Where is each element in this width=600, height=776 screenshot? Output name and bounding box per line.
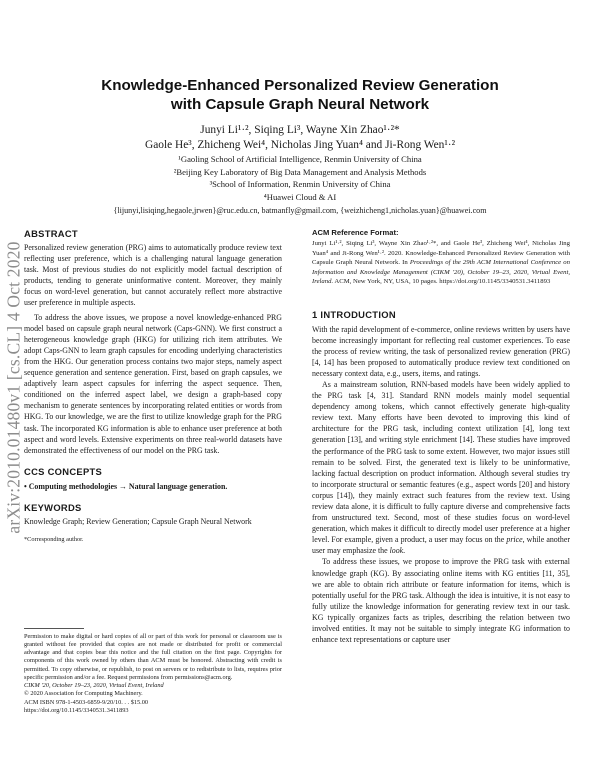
arxiv-id: arXiv:2010.01480v1 [cs.CL] 4 Oct 2020	[3, 241, 24, 534]
abstract-paragraph-2: To address the above issues, we propose a novel knowledge-enhanced PRG model based on capsule graph neural network (Caps-GNN). We first construct a heterogeneous knowledge graph (HKG) for utilizing rich item attributes. We adopt Caps-GNN to learn graph capsules for encoding underlying characteristics from the HKG. Our generation process contains two major steps, namely aspect sequence generation and sentence generation. First, based on graph capsules, we adaptively learn aspect capsules for inferring the aspect sequence. Then, conditioned on the inferred aspect label, we design a graph-based copy mechanism to generate sentences by incorporating related entities or words from HKG. To our knowledge, we are the first to utilize knowledge graph for the PRG task. The incorporated KG information is able to enhance user preference at both aspect and word levels. Extensive experiments on three real-world datasets have demonstrated the effectiveness of our model on the PRG task.	[24, 312, 282, 455]
ccs-concepts	[24, 481, 282, 492]
author-list	[60, 123, 540, 153]
ccs-bullet: • Computing methodologies → Natural language generation.	[24, 481, 228, 491]
intro-p2-emphasis-look: look	[389, 546, 404, 556]
copyright-line: © 2020 Association for Computing Machinery.	[24, 690, 143, 698]
reference-authors: Junyi Li¹·², Siqing Li³, Wayne Xin Zhao¹·²*, and Gaole He³, Zhicheng Wei⁴, Nicholas Jing Yuan⁴ and Ji-Rong Wen¹·². 2020. Knowledge-Enhanced Personalized Review Generation with Capsule Graph Neural Network. In	[312, 240, 570, 266]
affiliation-1: ¹Gaoling School of Artificial Intelligence, Renmin University of China	[178, 154, 422, 164]
doi-line: https://doi.org/10.1145/3340531.3411893	[24, 706, 129, 714]
reference-tail: ACM, New York, NY, USA, 10 pages. https://doi.org/10.1145/3340531.3411893	[333, 278, 551, 285]
ccs-heading: CCS CONCEPTS	[24, 465, 103, 477]
affiliation-4: ⁴Huawei Cloud & AI	[263, 191, 337, 202]
affiliations	[60, 153, 540, 203]
title-line-2: with Capsule Graph Neural Network	[170, 96, 430, 113]
intro-p2-text-c: .	[403, 546, 406, 556]
reference-proceedings: Proceedings of the 29th ACM International Conference on Information and Knowledge Management (CIKM '20), October 19–23, 2020, Virtual Event, Ireland.	[312, 259, 570, 285]
isbn-line: ACM ISBN 978-1-4503-6859-9/20/10. . . $15.00	[24, 698, 149, 706]
permission-block	[24, 628, 282, 715]
venue-line: CIKM '20, October 19–23, 2020, Virtual Event, Ireland	[24, 682, 164, 690]
intro-p2-emphasis-price: price	[506, 535, 523, 545]
intro-paragraph-2	[312, 379, 570, 557]
affiliation-2: ²Beijing Key Laboratory of Big Data Management and Analysis Methods	[173, 166, 427, 177]
abstract-heading: ABSTRACT	[24, 228, 78, 239]
affiliation-3: ³School of Information, Renmin University of China	[209, 179, 391, 190]
title-line-1: Knowledge-Enhanced Personalized Review Generation	[101, 77, 499, 94]
corresponding-author-note: *Corresponding author.	[24, 535, 84, 543]
right-column	[312, 228, 570, 645]
intro-paragraph-1: With the rapid development of e-commerce, online reviews written by users have become increasingly important for reflecting real customer experiences. To ease the process of review writing, the task of personalized review generation (PRG) [4, 14] has been proposed to automatically produce review text conditioned on necessary context data, e.g., users, items, and ratings.	[312, 324, 570, 378]
permission-notice: Permission to make digital or hard copies of all or part of this work for personal or classroom use is granted without fee provided that copies are not made or distributed for profit or commercial advantage and that copies bear this notice and the full citation on the first page. Copyrights for components of this work owned by others than ACM must be honored. Abstracting with credit is permitted. To copy otherwise, or republish, to post on servers or to redistribute to lists, requires prior specific permission and/or a fee. Request permissions from permissions@acm.org.	[24, 632, 282, 681]
left-column	[24, 228, 282, 544]
intro-paragraph-3: To address these issues, we propose to improve the PRG task with external knowledge graph (KG). By associating online items with KG entities [11, 35], we are able to obtain rich attribute or feature information for items, which is potentially useful for the PRG task. Although the idea is intuitive, it is not easy to fully utilize the knowledge information for generating review text in our task. KG typically organizes facts as triples, describing the relation between two involved entities. It may not be suitable to simply integrate KG information to enhance text representations or capture user	[312, 557, 570, 645]
keywords-heading: KEYWORDS	[24, 501, 82, 513]
paper-title	[60, 76, 540, 114]
intro-p2-text-a: As a mainstream solution, RNN-based models have been widely applied to the PRG task [4, 31]. Standard RNN models mainly model sequential dependency among tokens, which cannot effectively generate high-quality review text. Many efforts have been devoted to improving this kind of architecture for the PRG task, including context utilization [4], long text generation [13], and writing style enrichment [14]. These studies have improved the performance of the PRG task to some extent. However, two major issues still remain to be solved. First, the generated text is likely to be uninformative, lacking factual description on product information. Although several studies try to incorporate structural or semantic features (e.g., aspect words [20] and history corpus [14]), they mainly extract such features from the review text. Using review data alone, it is difficult to fully capture diverse and comprehensive facts from unstructured text. Second, most of these studies focus on word-level generation, which makes it difficult to directly model user preference at a higher level. For example, given a product, a user may focus on the	[312, 379, 570, 545]
authors-line-1: Junyi Li¹·², Siqing Li³, Wayne Xin Zhao¹·²*	[200, 124, 400, 136]
reference-format-heading: ACM Reference Format:	[312, 228, 399, 237]
introduction-heading: 1 INTRODUCTION	[312, 308, 396, 320]
intro-p2-text-b: , while another user may emphasize the	[312, 535, 570, 556]
abstract-paragraph-1: Personalized review generation (PRG) aims to automatically produce review text reflecting user preference, which is a challenging natural language generation task. Most of previous studies do not explicitly model factual description of products, tending to generate uninformative content. Moreover, they mainly focus on word-level generation, but cannot accurately reflect more abstractive user preference in multiple aspects.	[24, 243, 282, 308]
authors-line-2: Gaole He³, Zhicheng Wei⁴, Nicholas Jing Yuan⁴ and Ji-Rong Wen¹·²	[144, 139, 456, 151]
keywords-text: Knowledge Graph; Review Generation; Capsule Graph Neural Network	[24, 516, 252, 526]
author-emails: {lijunyi,lisiqing,hegaole,jrwen}@ruc.edu.cn, batmanfly@gmail.com, {weizhicheng1,nicholas.yuan}@huawei.com	[113, 206, 487, 215]
reference-format-text	[312, 239, 570, 287]
arxiv-stamp	[2, 200, 26, 575]
footnote-rule	[24, 628, 84, 629]
acm-reference-format	[312, 228, 570, 287]
